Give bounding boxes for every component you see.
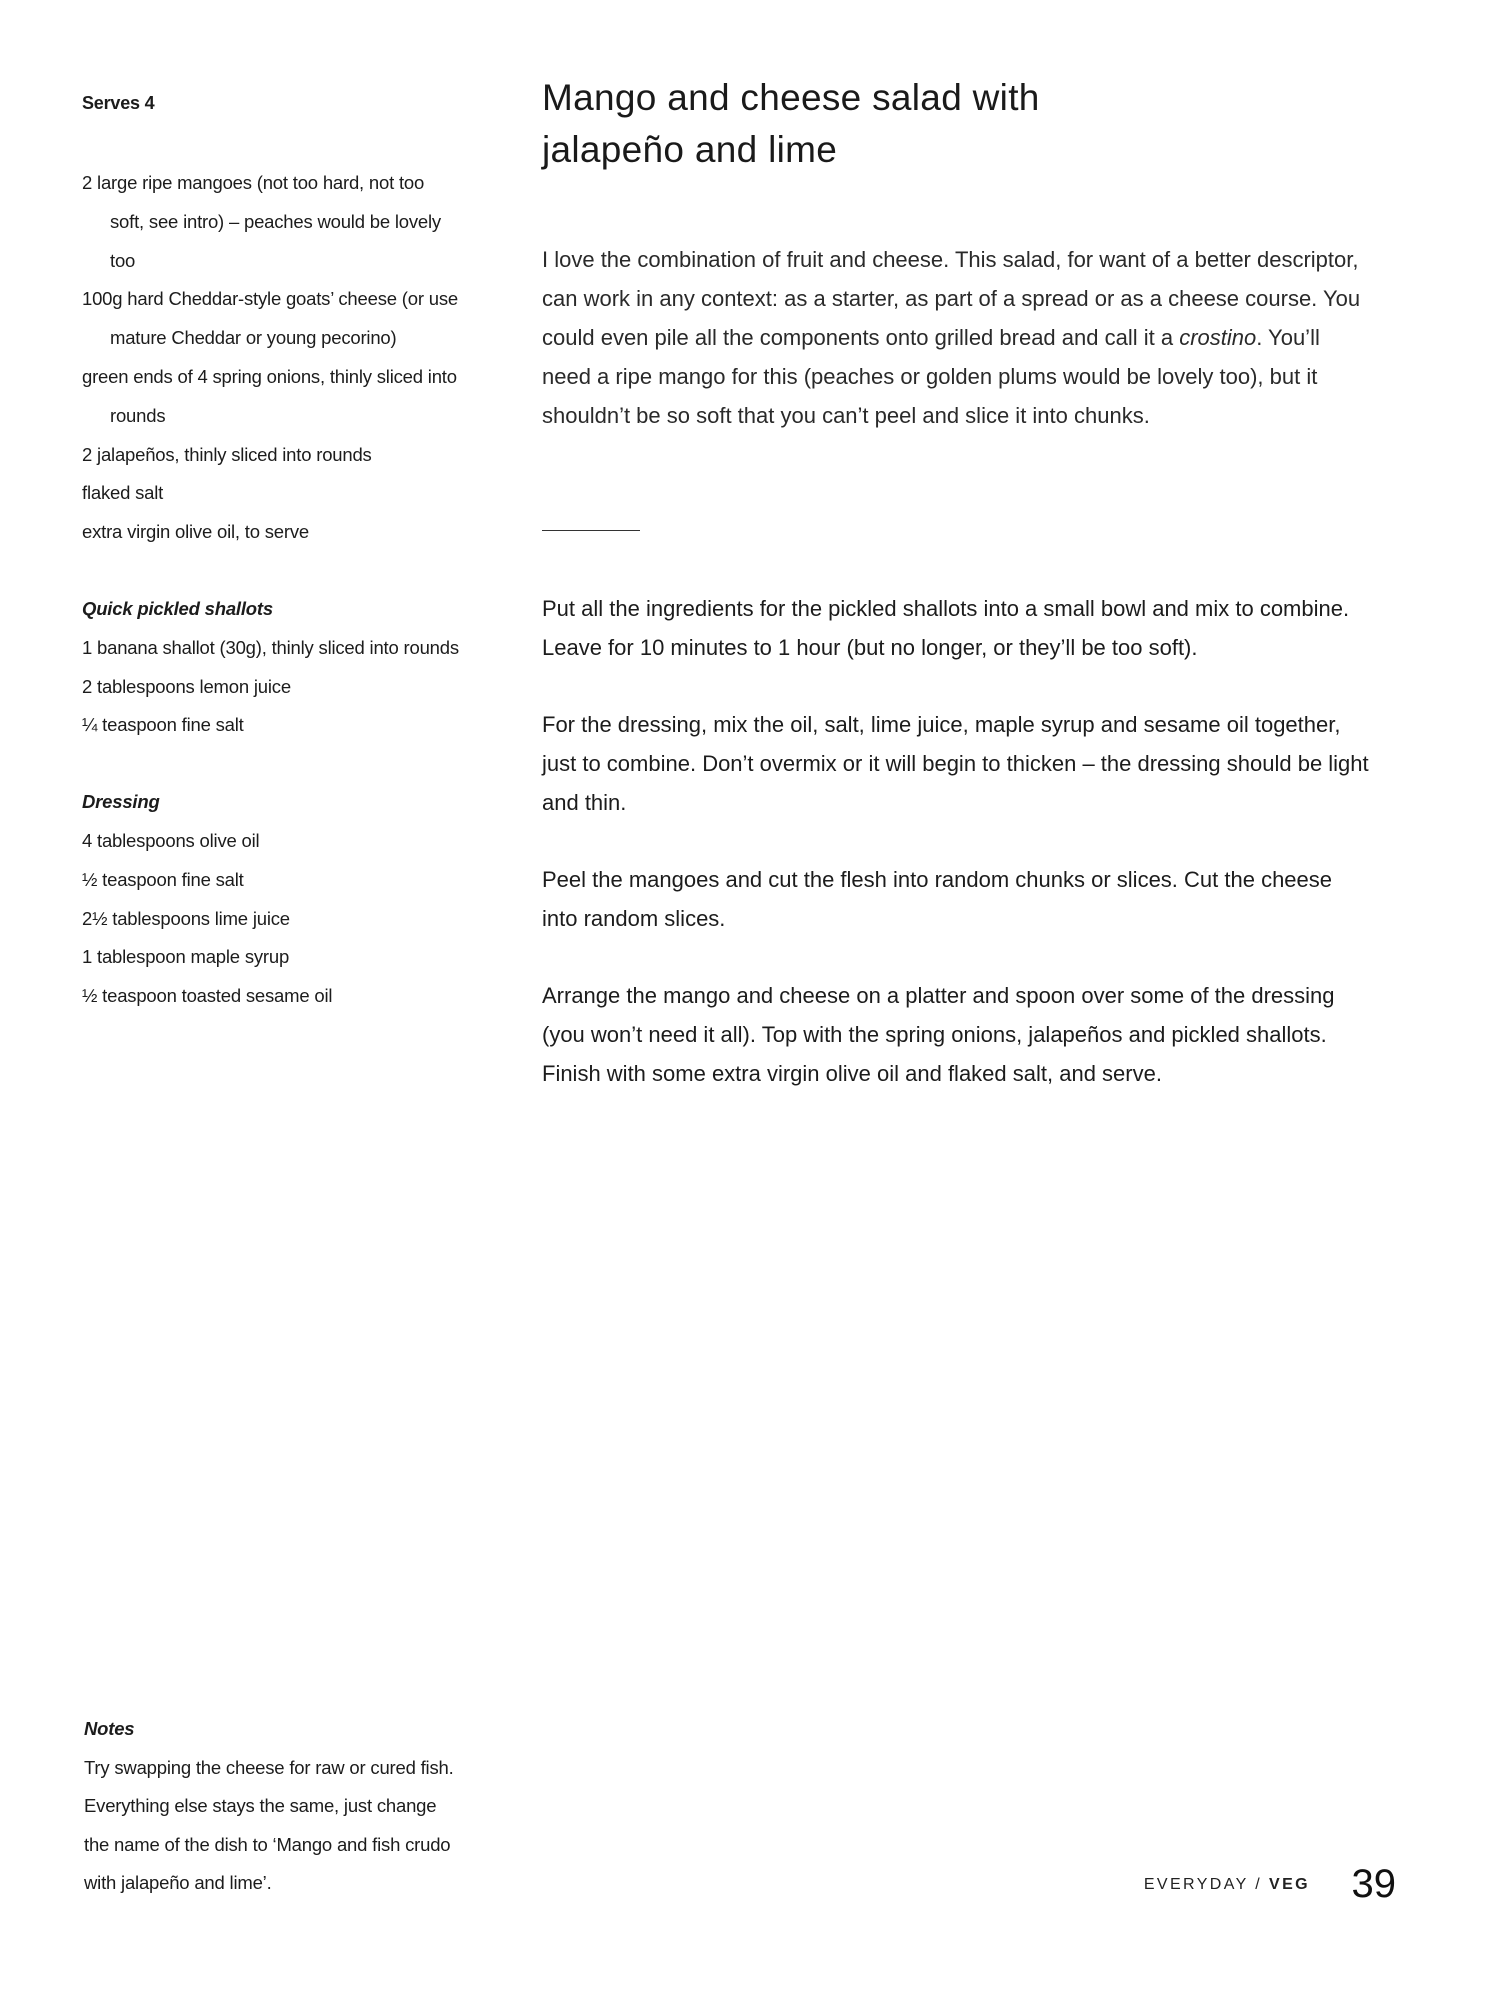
dressing-heading: Dressing	[82, 791, 160, 813]
section-name: EVERYDAY	[1143, 1876, 1249, 1893]
notes-text: Try swapping the cheese for raw or cured fish. Everything else stays the same, just change the name of the dish to ‘Mango and fish crudo with jalapeño and lime’.	[84, 1756, 454, 1893]
ingredient-item: 2½ tablespoons lime juice	[82, 907, 290, 929]
dressing-list	[82, 822, 462, 1016]
ingredient-item: 2 large ripe mangoes (not too hard, not too soft, see intro) – peaches would be lovely too	[82, 172, 441, 271]
ingredient-item: 2 jalapeños, thinly sliced into rounds	[82, 443, 372, 465]
method-steps	[542, 589, 1372, 1131]
section-label	[1144, 1876, 1310, 1894]
method-step: Peel the mangoes and cut the flesh into random chunks or slices. Cut the cheese into random slices.	[542, 867, 1333, 931]
recipe-title: Mango and cheese salad with jalapeño and lime	[542, 77, 1040, 170]
pickled-shallots-heading: Quick pickled shallots	[82, 597, 273, 619]
intro-text: I love the combination of fruit and cheese. This salad, for want of a better descriptor, can work in any context: as a starter, as part of a spread or as a cheese course. You could even pile all the components onto grilled bread and call it a	[542, 247, 1361, 350]
section-divider	[542, 530, 640, 531]
subsection-name: VEG	[1269, 1876, 1310, 1893]
pickled-shallots-group	[82, 590, 462, 745]
ingredient-item: 100g hard Cheddar-style goats’ cheese (or use mature Cheddar or young pecorino)	[82, 288, 458, 349]
intro-italic-term: crostino	[1179, 325, 1257, 350]
ingredient-item: green ends of 4 spring onions, thinly sliced into rounds	[82, 365, 457, 426]
ingredient-item: flaked salt	[82, 482, 164, 504]
ingredient-item: extra virgin olive oil, to serve	[82, 521, 309, 543]
notes-box	[84, 1710, 454, 1903]
page-number: 39	[1351, 1862, 1396, 1906]
method-step: Arrange the mango and cheese on a platter and spoon over some of the dressing (you won’t need it all). Top with the spring onions, jalapeños and pickled shallots. Finish with some extra virgin olive oil and flaked salt, and serve.	[542, 983, 1335, 1086]
intro-text-end: . You’ll need a ripe mango for this (peaches or golden plums would be lovely too), but it shouldn’t be so soft that you can’t peel and slice it into chunks.	[542, 325, 1320, 428]
notes-heading: Notes	[84, 1718, 135, 1739]
ingredient-item: 1 banana shallot (30g), thinly sliced into rounds	[82, 636, 459, 658]
ingredient-item: ½ teaspoon toasted sesame oil	[82, 985, 333, 1007]
pickled-shallots-list	[82, 629, 462, 745]
ingredient-item: 1 tablespoon maple syrup	[82, 946, 290, 968]
recipe-intro	[542, 240, 1372, 435]
ingredient-item: ½ teaspoon fine salt	[82, 868, 244, 890]
ingredients-column	[82, 88, 462, 1016]
ingredient-item: 4 tablespoons olive oil	[82, 829, 260, 851]
serves-label: Serves 4	[82, 93, 155, 113]
main-ingredients-list	[82, 164, 462, 552]
method-step: For the dressing, mix the oil, salt, lime juice, maple syrup and sesame oil together, just to combine. Don’t overmix or it will begin to thicken – the dressing should be light and thin.	[542, 712, 1369, 815]
method-step: Put all the ingredients for the pickled shallots into a small bowl and mix to combine. Leave for 10 minutes to 1 hour (but no longer, or they’ll be too soft).	[542, 596, 1350, 660]
ingredient-item: 2 tablespoons lemon juice	[82, 675, 291, 697]
section-separator: /	[1255, 1876, 1263, 1893]
dressing-group	[82, 783, 462, 1016]
ingredient-item: ¼ teaspoon fine salt	[82, 714, 244, 736]
page-footer	[1090, 1860, 1410, 1908]
